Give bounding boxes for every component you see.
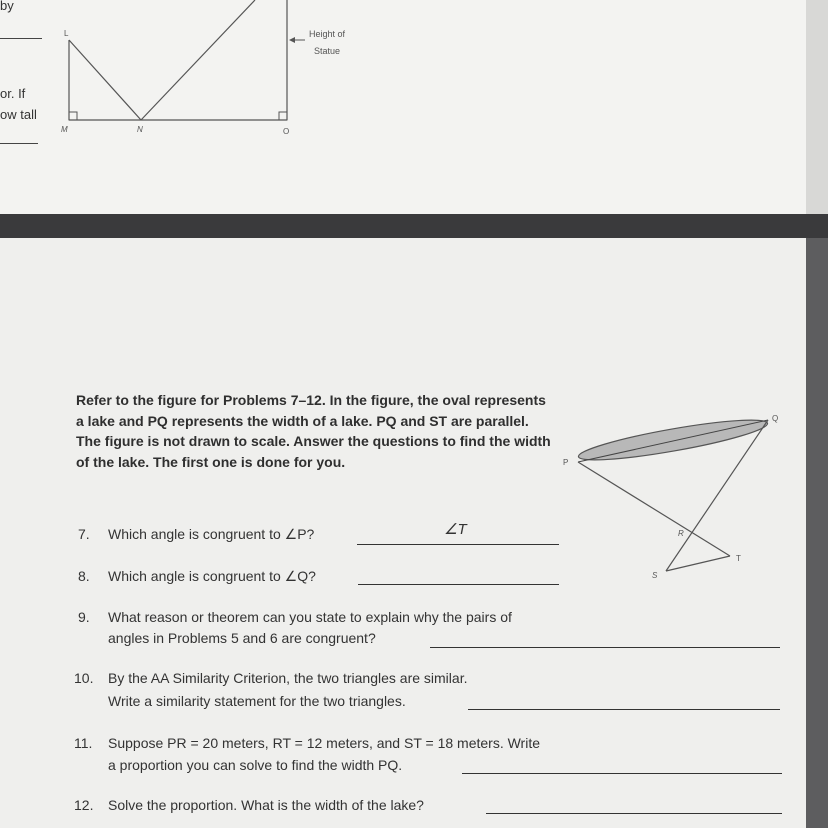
label-S: S <box>652 571 658 580</box>
question-12 <box>74 795 424 816</box>
segment-ST <box>666 556 730 571</box>
label-R: R <box>678 529 684 538</box>
segment-LN <box>69 40 141 120</box>
answer-blank-12[interactable] <box>486 813 782 814</box>
question-number: 7. <box>78 526 90 542</box>
label-O: O <box>283 127 290 136</box>
page-edge <box>806 238 828 828</box>
lake-oval <box>577 412 770 467</box>
page-gap <box>0 214 828 238</box>
page-edge <box>806 0 828 214</box>
label-N: N <box>137 125 143 134</box>
fragment-text-3: ow tall <box>0 107 37 122</box>
question-number: 8. <box>78 568 90 584</box>
label-L: L <box>64 29 69 38</box>
question-text: Which angle is congruent to ∠Q? <box>108 568 316 584</box>
question-9 <box>78 607 512 628</box>
question-text: What reason or theorem can you state to explain why the pairs of <box>108 609 512 625</box>
question-number: 11. <box>74 735 93 751</box>
segment-PQ <box>578 420 768 462</box>
lake-figure <box>560 408 790 583</box>
question-8 <box>78 566 316 587</box>
question-7 <box>78 524 314 545</box>
question-10 <box>74 668 467 689</box>
answer-blank-11[interactable] <box>462 773 782 774</box>
right-angle-mark <box>69 112 77 120</box>
question-text: Suppose PR = 20 meters, RT = 12 meters, and ST = 18 meters. Write <box>108 735 541 751</box>
label-M: M <box>61 125 68 134</box>
segment-N-top <box>141 0 255 120</box>
question-11 <box>74 733 540 754</box>
question-number: 9. <box>78 609 90 625</box>
fragment-text-1: by <box>0 0 14 13</box>
answer-blank-7[interactable] <box>357 544 559 545</box>
question-10-line-2: Write a similarity statement for the two triangles. <box>108 693 406 709</box>
label-T: T <box>736 554 741 563</box>
statue-figure <box>55 0 375 150</box>
question-text: By the AA Similarity Criterion, the two triangles are similar. <box>108 670 468 686</box>
answer-7: ∠T <box>444 521 467 538</box>
problem-intro: Refer to the figure for Problems 7–12. In the figure, the oval represents a lake and PQ represents the width of a lake. PQ and ST are parallel. The figure is not drawn to scale. Answer the questions to find the width of the lake. The first one is done for you. <box>76 392 551 470</box>
answer-blank-8[interactable] <box>358 584 559 585</box>
question-11-line-2: a proportion you can solve to find the width PQ. <box>108 757 403 773</box>
question-9-line-2: angles in Problems 5 and 6 are congruent? <box>108 630 376 646</box>
label-height-of: Height of <box>309 29 346 39</box>
fragment-text-2: or. If <box>0 86 26 101</box>
question-text: Which angle is congruent to ∠P? <box>108 526 315 542</box>
answer-line <box>0 38 42 39</box>
answer-blank-10[interactable] <box>468 709 780 710</box>
right-angle-mark <box>279 112 287 120</box>
question-number: 12. <box>74 797 94 813</box>
label-Q: Q <box>772 414 779 423</box>
arrow-head <box>289 37 295 43</box>
question-text: Solve the proportion. What is the width of the lake? <box>108 797 424 813</box>
answer-blank-9[interactable] <box>430 647 780 648</box>
label-P: P <box>563 458 569 467</box>
answer-line <box>0 143 38 144</box>
label-statue: Statue <box>314 46 341 56</box>
question-number: 10. <box>74 670 94 686</box>
